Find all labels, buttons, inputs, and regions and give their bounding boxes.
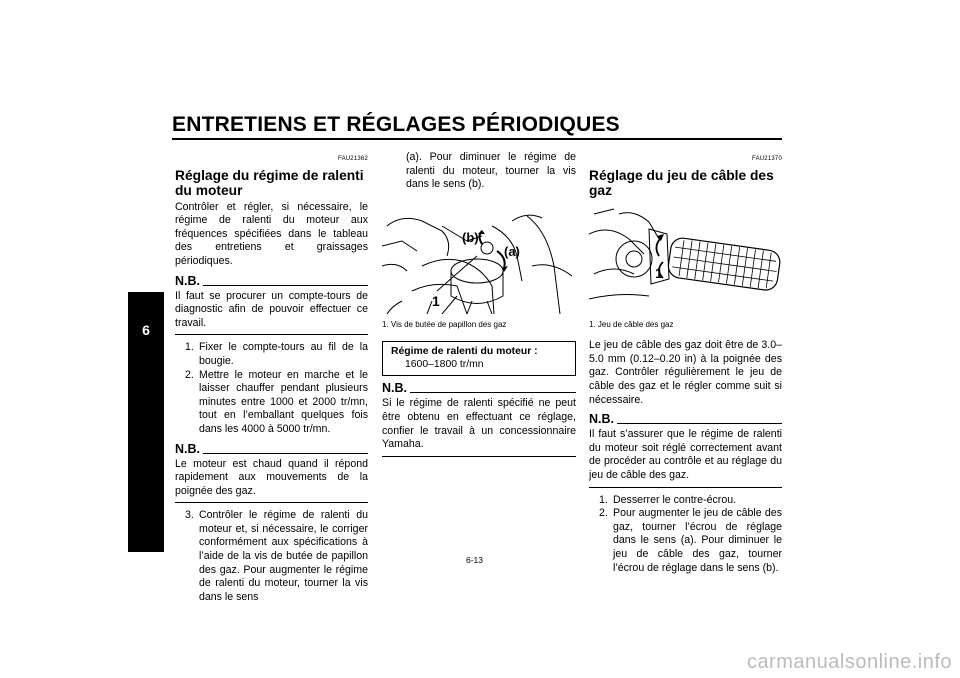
- list-number: 1.: [599, 493, 608, 506]
- list-item: [185, 509, 368, 604]
- list-text: Mettre le moteur en marche et le laisser chauffer pendant plusieurs minutes entre 1000 et 2000 tr/mn, tout en l’emballant quelques fois dans les 4000 à 5000 tr/mn.: [199, 368, 368, 435]
- label-1: 1: [655, 264, 663, 281]
- note-text: Si le régime de ralenti spécifié ne peut être obtenu en effectuant ce réglage, confier le travail à un concessionnaire Yamaha.: [382, 397, 576, 451]
- note-label: N.B.: [589, 412, 614, 427]
- chapter-number: 6: [142, 322, 150, 338]
- section-heading-throttle-cable: Réglage du jeu de câble des gaz: [589, 167, 774, 198]
- middle-column: [382, 151, 576, 463]
- page-title: ENTRETIENS ET RÉGLAGES PÉRIODIQUES: [172, 113, 620, 136]
- list-number: 1.: [185, 341, 194, 354]
- watermark-link[interactable]: carmanualsonline.info: [746, 651, 952, 673]
- intro-paragraph: Contrôler et régler, si nécessaire, le régime de ralenti du moteur aux fréquences spécifiées dans le tableau des entretiens et graissages périodiques.: [175, 200, 368, 267]
- note-text: Le moteur est chaud quand il répond rapidement aux mouvements de la poignée des gaz.: [175, 457, 368, 497]
- list-number: 2.: [185, 368, 194, 381]
- note-label: N.B.: [175, 441, 200, 456]
- continuation-paragraph: (a). Pour diminuer le régime de ralenti du moteur, tourner la vis dans le sens (b).: [406, 151, 576, 191]
- note-label: N.B.: [382, 381, 407, 396]
- list-item: [185, 369, 368, 437]
- list-number: 2.: [599, 507, 608, 520]
- note-header: [589, 413, 782, 426]
- engine-illustration: [382, 206, 577, 314]
- list-item: [599, 494, 782, 508]
- list-text: Contrôler le régime de ralenti du moteur et, si nécessaire, le corriger conformément aux spécifications à l’aide de la vis de butée de papillon des gaz. Pour augmenter le régime de ralenti du moteur, tourner la vis dans le sens: [199, 509, 368, 603]
- note-rule: [617, 423, 782, 424]
- body-paragraph: Le jeu de câble des gaz doit être de 3.0–5.0 mm (0.12–0.20 in) à la poignée des gaz. Contrôler régulièrement le jeu de câble des gaz et le régler comme suit si nécessaire.: [589, 339, 782, 406]
- label-a: (a): [504, 243, 520, 259]
- note-end-rule: [175, 334, 368, 335]
- note-text: Il faut se procurer un compte-tours de diagnostic afin de pouvoir effectuer ce travail.: [175, 289, 368, 329]
- note-end-rule: [589, 487, 782, 488]
- section-code: FAU21370: [752, 156, 782, 162]
- list-text: Desserrer le contre-écrou.: [613, 493, 737, 506]
- note-end-rule: [382, 456, 576, 457]
- spec-box: [382, 341, 576, 376]
- label-1: 1: [432, 292, 440, 309]
- note-label: N.B.: [175, 273, 200, 288]
- note-text: Il faut s’assurer que le régime de ralenti du moteur soit réglé correctement avant de procéder au contrôle et au réglage du jeu de câble des gaz.: [589, 428, 782, 481]
- list-item: [185, 341, 368, 368]
- right-column: [589, 153, 782, 575]
- section-code: FAU21362: [338, 156, 368, 162]
- label-b: (b): [462, 229, 479, 245]
- throttle-grip-figure: [589, 204, 784, 314]
- spec-title: Régime de ralenti du moteur :: [391, 346, 538, 358]
- note-rule: [203, 285, 368, 286]
- note-rule: [203, 453, 368, 454]
- left-column: [175, 153, 368, 604]
- note-header: [175, 275, 368, 288]
- note-end-rule: [175, 502, 368, 503]
- header-rule: [172, 138, 782, 140]
- note-rule: [410, 392, 576, 393]
- section-heading-idle-speed: Réglage du régime de ralenti du moteur: [175, 167, 364, 198]
- figure-caption: 1. Jeu de câble des gaz: [589, 319, 674, 329]
- figure-caption: 1. Vis de butée de papillon des gaz: [382, 319, 507, 329]
- note-header: [382, 382, 576, 395]
- throttle-stop-screw-figure: [382, 206, 577, 314]
- throttle-grip-illustration: [589, 204, 784, 314]
- list-text: Pour augmenter le jeu de câble des gaz, tourner l’écrou de réglage dans le sens (a). Pour diminuer le jeu de câble des gaz, tourner l’écrou de réglage dans le sens (b).: [613, 507, 782, 574]
- spec-value: 1600–1800 tr/mn: [405, 359, 484, 371]
- list-number: 3.: [185, 509, 194, 522]
- page-number: 6-13: [466, 555, 484, 565]
- list-text: Fixer le compte-tours au fil de la bougie.: [199, 341, 368, 367]
- list-item: [599, 507, 782, 575]
- note-header: [175, 443, 368, 456]
